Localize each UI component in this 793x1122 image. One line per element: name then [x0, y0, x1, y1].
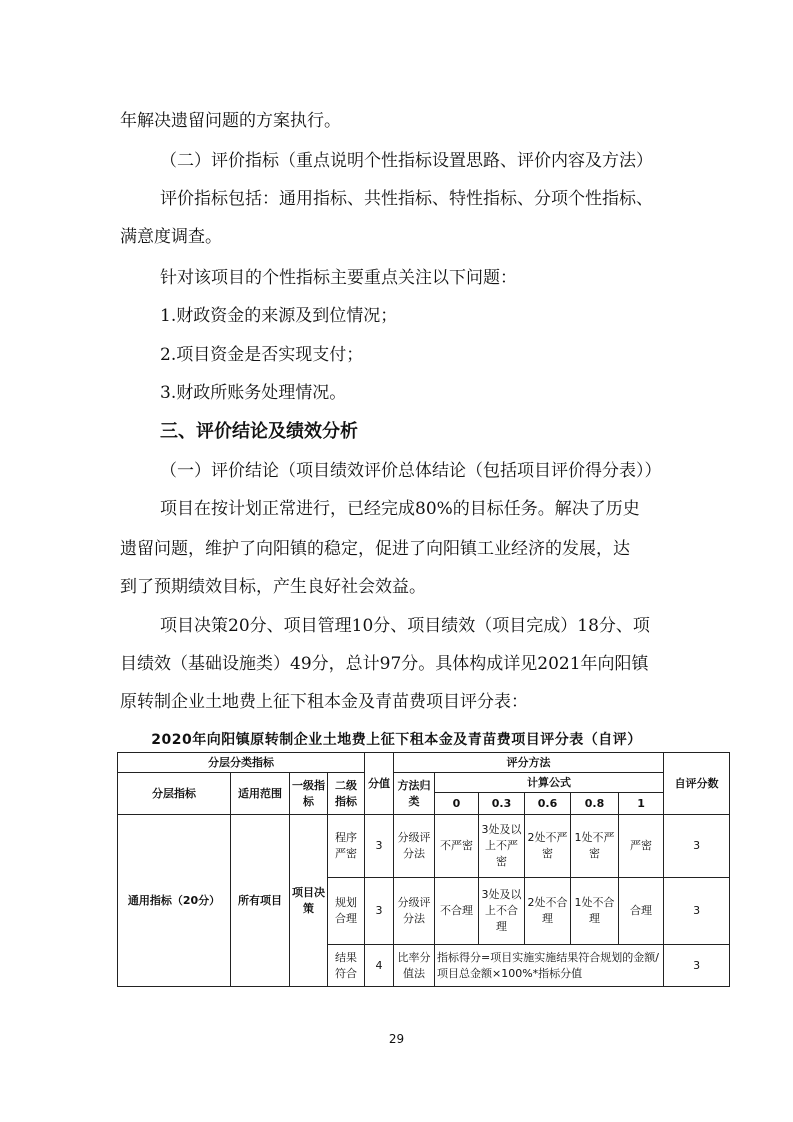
header-coef: 0.3 — [479, 793, 525, 815]
level2-cell: 程序严密 — [328, 815, 365, 878]
level-cell: 通用指标（20分） — [118, 815, 231, 987]
list-item: 2.项目资金是否实现支付； — [160, 345, 364, 365]
table-header-row — [118, 773, 730, 793]
score-cell: 3 — [365, 878, 394, 945]
table-title: 2020年向阳镇原转制企业土地费上征下租本金及青苗费项目评分表（自评） — [151, 732, 642, 748]
header-category: 分层分类指标 — [118, 753, 365, 773]
method-cell: 分级评分法 — [394, 878, 435, 945]
header-level1: 一级指标 — [290, 773, 328, 815]
page-number: 29 — [388, 1032, 405, 1046]
header-self-score: 自评分数 — [664, 753, 730, 815]
self-score-cell: 3 — [664, 878, 730, 945]
formula-cell: 指标得分=项目实施实施结果符合规划的金额/项目总金额×100%*指标分值 — [435, 945, 664, 987]
scope-cell: 所有项目 — [231, 815, 290, 987]
coef-cell: 2处不合理 — [525, 878, 571, 945]
coef-cell: 严密 — [619, 815, 664, 878]
header-coef: 0 — [435, 793, 479, 815]
coef-cell: 2处不严密 — [525, 815, 571, 878]
self-score-cell: 3 — [664, 815, 730, 878]
level2-cell: 结果符合 — [328, 945, 365, 987]
table-header-row — [118, 753, 730, 773]
header-coef: 0.6 — [525, 793, 571, 815]
paragraph-line: 遗留问题，维护了向阳镇的稳定，促进了向阳镇工业经济的发展，达 — [120, 539, 630, 559]
coef-cell: 1处不合理 — [571, 878, 619, 945]
paragraph-line: 针对该项目的个性指标主要重点关注以下问题： — [160, 268, 517, 288]
coef-cell: 合理 — [619, 878, 664, 945]
method-cell: 分级评分法 — [394, 815, 435, 878]
list-item: 1.财政资金的来源及到位情况； — [160, 306, 398, 326]
header-scope: 适用范围 — [231, 773, 290, 815]
method-cell: 比率分值法 — [394, 945, 435, 987]
paragraph-line: 项目在按计划正常进行，已经完成80%的目标任务。解决了历史 — [160, 499, 640, 519]
header-coef: 0.8 — [571, 793, 619, 815]
coef-cell: 3处及以上不合理 — [479, 878, 525, 945]
header-level: 分层指标 — [118, 773, 231, 815]
paragraph-line: 目绩效（基础设施类）49分，总计97分。具体构成详见2021年向阳镇 — [120, 654, 649, 674]
header-method: 方法归类 — [394, 773, 435, 815]
section-heading: 三、评价结论及绩效分析 — [160, 421, 358, 442]
coef-cell: 1处不严密 — [571, 815, 619, 878]
paragraph-line: 到了预期绩效目标，产生良好社会效益。 — [120, 577, 426, 597]
self-score-cell: 3 — [664, 945, 730, 987]
coef-cell: 不合理 — [435, 878, 479, 945]
paragraph-line: 评价指标包括：通用指标、共性指标、特性指标、分项个性指标、 — [160, 189, 653, 209]
header-method-group: 评分方法 — [394, 753, 664, 773]
header-formula: 计算公式 — [435, 773, 664, 793]
header-score: 分值 — [365, 753, 394, 815]
list-item: 3.财政所账务处理情况。 — [160, 383, 347, 403]
header-coef: 1 — [619, 793, 664, 815]
header-level2: 二级指标 — [328, 773, 365, 815]
subsection-heading: （二）评价指标（重点说明个性指标设置思路、评价内容及方法） — [160, 151, 653, 171]
coef-cell: 不严密 — [435, 815, 479, 878]
score-table — [117, 752, 730, 987]
score-cell: 3 — [365, 815, 394, 878]
level2-cell: 规划合理 — [328, 878, 365, 945]
level1-cell: 项目决策 — [290, 815, 328, 987]
paragraph-line: 年解决遗留问题的方案执行。 — [120, 111, 341, 131]
paragraph-line: 原转制企业土地费上征下租本金及青苗费项目评分表： — [120, 692, 528, 712]
paragraph-line: 项目决策20分、项目管理10分、项目绩效（项目完成）18分、项 — [160, 616, 650, 636]
table-row — [118, 815, 730, 878]
paragraph-line: 满意度调查。 — [120, 227, 222, 247]
subsection-heading: （一）评价结论（项目绩效评价总体结论（包括项目评价得分表）） — [160, 461, 662, 481]
score-cell: 4 — [365, 945, 394, 987]
coef-cell: 3处及以上不严密 — [479, 815, 525, 878]
